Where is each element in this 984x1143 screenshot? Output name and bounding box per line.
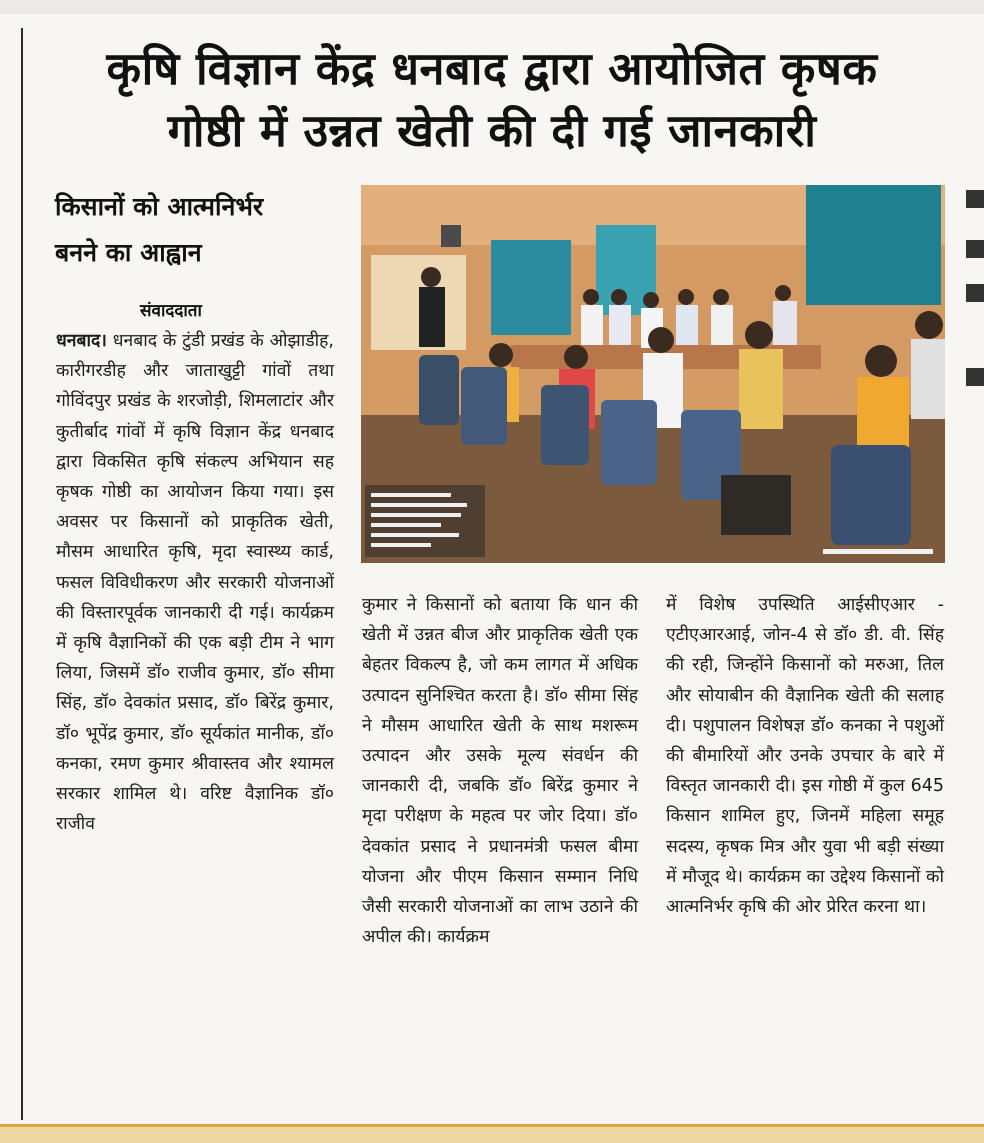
headline-line-2: गोष्ठी में उन्नत खेती की दी गई जानकारी: [167, 104, 817, 157]
subheadline-line-1: किसानों को आत्मनिर्भर: [55, 192, 264, 221]
headline-line-1: कृषि विज्ञान केंद्र धनबाद द्वारा आयोजित कृषक: [106, 42, 878, 95]
headline: [20, 38, 964, 162]
adjacent-glyph: [966, 190, 984, 208]
byline: संवाददाता: [140, 301, 202, 321]
adjacent-article-edge: [960, 180, 984, 1140]
article-column-3: में विशेष उपस्थिति आईसीएआर - एटीएआरआई, जोन-4 से डॉ० डी. वी. सिंह की रही, जिन्होंने किसानों को मरुआ, तिल और सोयाबीन की वैज्ञानिक खेती की सलाह दी। पशुपालन विशेषज्ञ डॉ० कनका ने पशुओं की बीमारियों और उनके उपचार के बारे में विस्तृत जानकारी दी। इस गोष्ठी में कुल 645 किसान शामिल हुए, जिनमें महिला समूह सदस्य, कृषक मित्र और युवा भी बड़ी संख्या में मौजूद थे। कार्यक्रम का उद्देश्य किसानों को आत्मनिर्भर कृषि की ओर प्रेरित करना था।: [666, 595, 944, 918]
column-rule: [21, 28, 23, 1120]
meeting-photo: [361, 185, 945, 563]
previous-article-strip: [0, 0, 984, 14]
dateline: धनबाद।: [56, 331, 107, 351]
subheadline-line-2: बनने का आह्वान: [55, 238, 202, 267]
subheadline: [55, 184, 355, 276]
column-1-text: धनबाद के टुंडी प्रखंड के ओझाडीह, कारीगरडीह और जाताखुट्टी गांवों तथा गोविंदपुर प्रखंड के शरजोड़ी, शिमलाटांर और कुतीर्बाद गांवों में कृषि विज्ञान केंद्र धनबाद द्वारा विकसित कृषि संकल्प अभियान सह कृषक गोष्ठी का आयोजन किया गया। इस अवसर पर किसानों को प्राकृतिक खेती, मौसम आधारित कृषि, मृदा स्वास्थ्य कार्ड, फसल विविधीकरण और सरकारी योजनाओं की विस्तारपूर्वक जानकारी दी गई। कार्यक्रम में कृषि वैज्ञानिकों की एक बड़ी टीम ने भाग लिया, जिसमें डॉ० राजीव कुमार, डॉ० सीमा सिंह, डॉ० देवकांत प्रसाद, डॉ० बिरेंद्र कुमार, डॉ० भूपेंद्र कुमार, डॉ० सूर्यकांत मानीक, डॉ० कनका, रमण कुमार श्रीवास्तव और श्यामल सरकार शामिल थे। वरिष्ट वैज्ञानिक डॉ० राजीव: [56, 331, 334, 835]
meeting-photo-icon: [361, 185, 945, 563]
article-column-1: [56, 326, 334, 839]
adjacent-glyph: [966, 368, 984, 386]
adjacent-glyph: [966, 240, 984, 258]
article-column-2: कुमार ने किसानों को बताया कि धान की खेती में उन्नत बीज और प्राकृतिक खेती एक बेहतर विकल्प है, जो कम लागत में अधिक उत्पादन सुनिश्चित करता है। डॉ० सीमा सिंह ने मौसम आधारित खेती के साथ मशरूम उत्पादन और उसके मूल्य संवर्धन की जानकारी दी, जबकि डॉ० बिरेंद्र कुमार ने मृदा परीक्षण के महत्व पर जोर दिया। डॉ० देवकांत प्रसाद ने प्रधानमंत्री फसल बीमा योजना और पीएम किसान सम्मान निधि जैसी सरकारी योजनाओं का लाभ उठाने की अपील की। कार्यक्रम: [362, 595, 638, 948]
next-article-strip: [0, 1124, 984, 1143]
adjacent-glyph: [966, 284, 984, 302]
